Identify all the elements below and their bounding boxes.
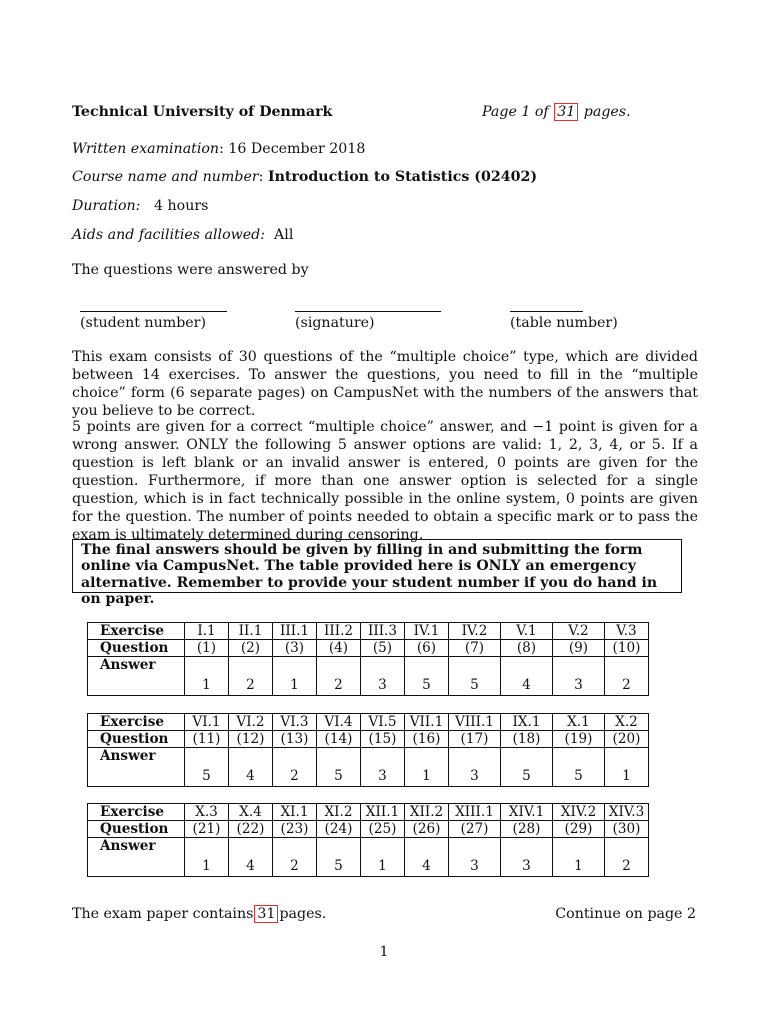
exercise-label: Exercise bbox=[88, 714, 185, 731]
question-cell: (6) bbox=[405, 640, 449, 657]
question-cell: (23) bbox=[273, 821, 317, 838]
exercise-cell: I.1 bbox=[185, 623, 229, 640]
question-cell: (7) bbox=[449, 640, 501, 657]
exercise-cell: XI.2 bbox=[317, 804, 361, 821]
exercise-cell: V.3 bbox=[605, 623, 649, 640]
question-cell: (26) bbox=[405, 821, 449, 838]
question-cell: (22) bbox=[229, 821, 273, 838]
answer-label: Answer bbox=[88, 748, 185, 787]
question-cell: (24) bbox=[317, 821, 361, 838]
exercise-cell: XIV.1 bbox=[501, 804, 553, 821]
exercise-cell: IV.2 bbox=[449, 623, 501, 640]
answer-cell: 4 bbox=[501, 657, 553, 696]
question-cell: (5) bbox=[361, 640, 405, 657]
answer-cell: 5 bbox=[405, 657, 449, 696]
answer-cell: 3 bbox=[361, 657, 405, 696]
table-number-line bbox=[510, 311, 583, 312]
answer-cell: 4 bbox=[229, 838, 273, 877]
page-number: 1 bbox=[379, 944, 389, 960]
total-pages-link[interactable]: 31 bbox=[254, 905, 278, 923]
answer-cell: 1 bbox=[273, 657, 317, 696]
answer-cell: 2 bbox=[317, 657, 361, 696]
exercise-row bbox=[88, 804, 649, 821]
exercise-cell: III.1 bbox=[273, 623, 317, 640]
answer-cell: 3 bbox=[449, 748, 501, 787]
question-cell: (25) bbox=[361, 821, 405, 838]
exercise-cell: XIV.3 bbox=[605, 804, 649, 821]
exam-date: : 16 December 2018 bbox=[219, 141, 366, 157]
question-cell: (27) bbox=[449, 821, 501, 838]
exercise-cell: V.2 bbox=[553, 623, 605, 640]
exercise-cell: IX.1 bbox=[501, 714, 553, 731]
intro-paragraph: This exam consists of 30 questions of the “multiple choice” type, which are divided between 14 exercises. To answer the questions, you need to fill in the “multiple choice” form (6 separate pages) on CampusNet with the numbers of the answers that you believe to be correct. bbox=[72, 349, 698, 419]
answer-cell: 4 bbox=[405, 838, 449, 877]
student-number-caption: (student number) bbox=[80, 315, 207, 331]
answer-cell: 2 bbox=[273, 838, 317, 877]
answer-cell: 3 bbox=[501, 838, 553, 877]
question-cell: (19) bbox=[553, 731, 605, 748]
answer-cell: 2 bbox=[605, 657, 649, 696]
answer-label: Answer bbox=[88, 657, 185, 696]
signature-line bbox=[295, 311, 441, 312]
answer-cell: 5 bbox=[185, 748, 229, 787]
exercise-row bbox=[88, 623, 649, 640]
exercise-cell: X.4 bbox=[229, 804, 273, 821]
exercise-cell: X.1 bbox=[553, 714, 605, 731]
page-prefix: Page 1 of bbox=[482, 104, 549, 120]
answer-cell: 5 bbox=[553, 748, 605, 787]
answer-table-2 bbox=[87, 713, 649, 787]
exercise-label: Exercise bbox=[88, 804, 185, 821]
question-cell: (13) bbox=[273, 731, 317, 748]
page-total-link[interactable]: 31 bbox=[554, 103, 578, 121]
exercise-cell: VI.4 bbox=[317, 714, 361, 731]
exercise-cell: X.3 bbox=[185, 804, 229, 821]
question-row bbox=[88, 821, 649, 838]
answer-cell: 3 bbox=[449, 838, 501, 877]
answer-row bbox=[88, 748, 649, 787]
aids-label: Aids and facilities allowed: bbox=[72, 227, 266, 243]
answer-table-1 bbox=[87, 622, 649, 696]
duration-line bbox=[72, 198, 208, 214]
exercise-cell: IV.1 bbox=[405, 623, 449, 640]
question-row bbox=[88, 731, 649, 748]
answer-label: Answer bbox=[88, 838, 185, 877]
duration-value: 4 hours bbox=[153, 198, 209, 214]
page-indicator bbox=[482, 104, 631, 120]
exam-label: Written examination bbox=[72, 141, 220, 157]
answer-cell: 1 bbox=[185, 838, 229, 877]
answer-cell: 1 bbox=[185, 657, 229, 696]
question-cell: (9) bbox=[553, 640, 605, 657]
answer-cell: 2 bbox=[273, 748, 317, 787]
university-name: Technical University of Denmark bbox=[72, 104, 333, 120]
page-count-footer bbox=[72, 906, 326, 922]
question-cell: (14) bbox=[317, 731, 361, 748]
exercise-cell: V.1 bbox=[501, 623, 553, 640]
table-number-caption: (table number) bbox=[510, 315, 618, 331]
question-cell: (10) bbox=[605, 640, 649, 657]
page-suffix: pages. bbox=[583, 104, 631, 120]
exercise-cell: XI.1 bbox=[273, 804, 317, 821]
question-label: Question bbox=[88, 731, 185, 748]
answer-cell: 1 bbox=[361, 838, 405, 877]
question-cell: (21) bbox=[185, 821, 229, 838]
exercise-cell: VI.5 bbox=[361, 714, 405, 731]
question-cell: (20) bbox=[605, 731, 649, 748]
question-cell: (29) bbox=[553, 821, 605, 838]
notice-box: The final answers should be given by filling in and submitting the form online via CampusNet. The table provided here is ONLY an emergency alternative. Remember to provide your student number if you do hand in on paper. bbox=[72, 539, 682, 593]
answer-cell: 5 bbox=[449, 657, 501, 696]
answer-cell: 5 bbox=[317, 748, 361, 787]
answer-cell: 2 bbox=[229, 657, 273, 696]
exercise-cell: XII.1 bbox=[361, 804, 405, 821]
exercise-cell: XIII.1 bbox=[449, 804, 501, 821]
scoring-paragraph: 5 points are given for a correct “multiple choice” answer, and −1 point is given for a wrong answer. ONLY the following 5 answer options are valid: 1, 2, 3, 4, or 5. If a question is left blank or an invalid answer is entered, 0 points are given for the question. Furthermore, if more than one answer option is selected for a single question, which is in fact technically possible in the online system, 0 points are given for the question. The number of points needed to obtain a specific mark or to pass the exam is ultimately determined during censoring. bbox=[72, 419, 698, 543]
question-label: Question bbox=[88, 821, 185, 838]
course-colon: : bbox=[258, 169, 264, 185]
question-cell: (12) bbox=[229, 731, 273, 748]
question-cell: (16) bbox=[405, 731, 449, 748]
question-cell: (17) bbox=[449, 731, 501, 748]
exercise-cell: VII.1 bbox=[405, 714, 449, 731]
course-line bbox=[72, 169, 537, 185]
answer-cell: 5 bbox=[501, 748, 553, 787]
question-cell: (28) bbox=[501, 821, 553, 838]
answer-cell: 1 bbox=[553, 838, 605, 877]
question-cell: (2) bbox=[229, 640, 273, 657]
exercise-label: Exercise bbox=[88, 623, 185, 640]
answer-cell: 3 bbox=[361, 748, 405, 787]
question-cell: (11) bbox=[185, 731, 229, 748]
contains-suffix: pages. bbox=[279, 906, 327, 922]
answer-table-3 bbox=[87, 803, 649, 877]
contains-prefix: The exam paper contains bbox=[72, 906, 254, 922]
question-row bbox=[88, 640, 649, 657]
student-number-line bbox=[80, 311, 227, 312]
question-cell: (8) bbox=[501, 640, 553, 657]
exercise-cell: VI.1 bbox=[185, 714, 229, 731]
question-cell: (15) bbox=[361, 731, 405, 748]
question-cell: (4) bbox=[317, 640, 361, 657]
answer-cell: 4 bbox=[229, 748, 273, 787]
answered-by-text: The questions were answered by bbox=[72, 262, 309, 278]
aids-line bbox=[72, 227, 293, 243]
exercise-cell: VIII.1 bbox=[449, 714, 501, 731]
answer-cell: 1 bbox=[405, 748, 449, 787]
course-name: Introduction to Statistics (02402) bbox=[267, 169, 538, 185]
answer-cell: 2 bbox=[605, 838, 649, 877]
exercise-cell: VI.2 bbox=[229, 714, 273, 731]
exercise-cell: XII.2 bbox=[405, 804, 449, 821]
answer-row bbox=[88, 657, 649, 696]
course-label: Course name and number bbox=[72, 169, 259, 185]
answer-cell: 1 bbox=[605, 748, 649, 787]
answer-cell: 5 bbox=[317, 838, 361, 877]
question-cell: (18) bbox=[501, 731, 553, 748]
question-cell: (3) bbox=[273, 640, 317, 657]
continue-note: Continue on page 2 bbox=[555, 906, 696, 922]
exercise-cell: III.3 bbox=[361, 623, 405, 640]
exercise-row bbox=[88, 714, 649, 731]
exercise-cell: XIV.2 bbox=[553, 804, 605, 821]
exercise-cell: III.2 bbox=[317, 623, 361, 640]
answer-row bbox=[88, 838, 649, 877]
question-label: Question bbox=[88, 640, 185, 657]
question-cell: (30) bbox=[605, 821, 649, 838]
exercise-cell: II.1 bbox=[229, 623, 273, 640]
exam-date-line bbox=[72, 141, 365, 157]
duration-label: Duration: bbox=[72, 198, 141, 214]
exercise-cell: X.2 bbox=[605, 714, 649, 731]
aids-value: All bbox=[274, 227, 294, 243]
exercise-cell: VI.3 bbox=[273, 714, 317, 731]
answer-cell: 3 bbox=[553, 657, 605, 696]
question-cell: (1) bbox=[185, 640, 229, 657]
signature-caption: (signature) bbox=[295, 315, 375, 331]
